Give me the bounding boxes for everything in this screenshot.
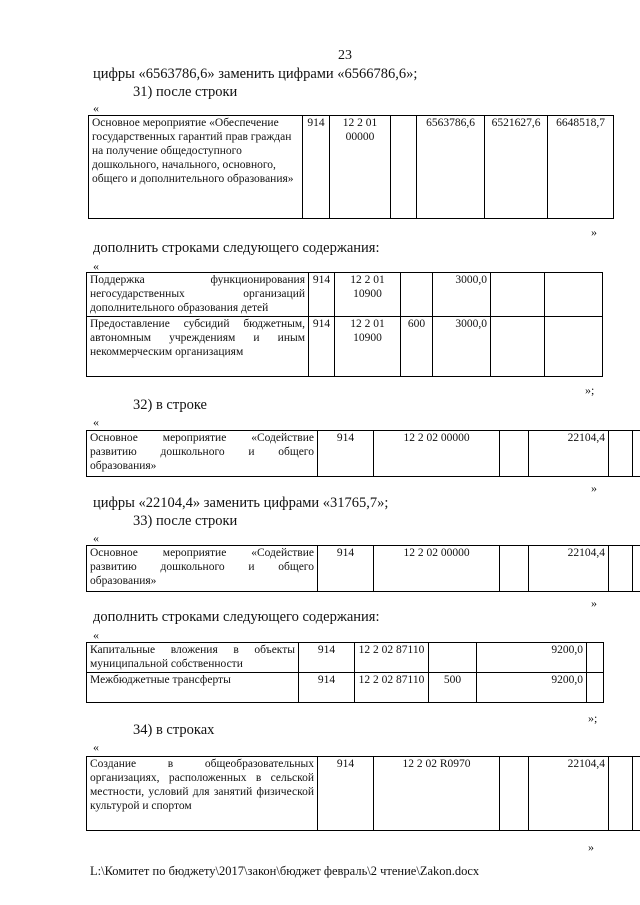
- row-vr: [401, 273, 433, 317]
- row-code: 914: [318, 546, 374, 592]
- row-value-2: [491, 273, 545, 317]
- row-value-1: 9200,0: [477, 673, 587, 703]
- close-quote: »: [591, 596, 597, 610]
- row-name: Основное мероприятие «Содействие развитию дошкольного и общего образования»: [87, 546, 318, 592]
- row-vr: 600: [401, 317, 433, 377]
- row-code: 914: [309, 273, 335, 317]
- row-value-3: 6648518,7: [548, 116, 614, 219]
- item-33-heading: 33) после строки: [133, 513, 238, 529]
- row-name: Предоставление субсидий бюджетным, автономным учреждениям и иным некоммерческим организациям: [87, 317, 309, 377]
- item-34-heading: 34) в строках: [133, 722, 215, 738]
- close-quote-semicolon: »;: [585, 383, 595, 397]
- row-value-1: 3000,0: [433, 273, 491, 317]
- row-vr: 500: [429, 673, 477, 703]
- row-value-1: 3000,0: [433, 317, 491, 377]
- row-csr: 12 2 02 R0970: [374, 757, 500, 831]
- row-code: 914: [318, 757, 374, 831]
- row-csr: 12 2 02 00000: [374, 431, 500, 477]
- row-name: Основное мероприятие «Обеспечение государственных гарантий прав граждан на получение общедоступного дошкольного, начального, основного, общего и дополнительного образования»: [89, 116, 303, 219]
- table-added-rows-capital: [86, 642, 604, 703]
- replace-digits-line-2: цифры «22104,4» заменить цифрами «31765,7»;: [93, 495, 389, 511]
- row-vr: [429, 643, 477, 673]
- close-quote: »: [588, 840, 594, 854]
- row-csr: 12 2 01 10900: [335, 273, 401, 317]
- open-quote: «: [93, 415, 99, 429]
- row-name: Межбюджетные трансферты: [87, 673, 299, 703]
- table-row: [87, 673, 604, 703]
- table-row: [87, 757, 640, 831]
- row-value-2: [491, 317, 545, 377]
- row-code: 914: [299, 643, 355, 673]
- close-quote: »: [591, 225, 597, 239]
- table-row: [87, 431, 640, 477]
- row-name: Основное мероприятие «Содействие развитию дошкольного и общего образования»: [87, 431, 318, 477]
- add-rows-heading-2: дополнить строками следующего содержания:: [93, 609, 380, 625]
- row-value-1: 9200,0: [477, 643, 587, 673]
- add-rows-heading: дополнить строками следующего содержания:: [93, 240, 380, 256]
- row-value-2: [587, 643, 604, 673]
- row-code: 914: [303, 116, 330, 219]
- row-value-3: [633, 546, 640, 592]
- row-value-2: [609, 757, 633, 831]
- row-value-2: 6521627,6: [485, 116, 548, 219]
- table-row: [87, 643, 604, 673]
- row-value-3: [633, 431, 640, 477]
- row-vr: [391, 116, 417, 219]
- row-value-3: [633, 757, 640, 831]
- replace-digits-line: цифры «6563786,6» заменить цифрами «6566786,6»;: [93, 66, 418, 82]
- open-quote: «: [93, 101, 99, 115]
- row-vr: [500, 757, 529, 831]
- table-row: [89, 116, 614, 219]
- close-quote: »: [591, 481, 597, 495]
- open-quote: «: [93, 628, 99, 642]
- row-csr: 12 2 01 10900: [335, 317, 401, 377]
- row-code: 914: [309, 317, 335, 377]
- row-value-1: 22104,4: [529, 546, 609, 592]
- row-csr: 12 2 02 00000: [374, 546, 500, 592]
- row-value-3: [545, 317, 603, 377]
- row-value-1: 6563786,6: [417, 116, 485, 219]
- row-value-1: 22104,4: [529, 431, 609, 477]
- row-code: 914: [318, 431, 374, 477]
- row-csr: 12 2 02 87110: [355, 673, 429, 703]
- row-name: Создание в общеобразовательных организациях, расположенных в сельской местности, условий для занятий физической культурой и спортом: [87, 757, 318, 831]
- row-name: Поддержка функционирования негосударственных организаций дополнительного образования детей: [87, 273, 309, 317]
- close-quote-semicolon: »;: [588, 711, 598, 725]
- row-value-1: 22104,4: [529, 757, 609, 831]
- open-quote: «: [93, 259, 99, 273]
- row-name: Капитальные вложения в объекты муниципальной собственности: [87, 643, 299, 673]
- open-quote: «: [93, 740, 99, 754]
- table-added-rows-support: [86, 272, 603, 377]
- row-vr: [500, 431, 529, 477]
- open-quote: «: [93, 531, 99, 545]
- table-row: [87, 317, 603, 377]
- row-value-2: [609, 546, 633, 592]
- table-main-activity-preschool-2: [86, 545, 640, 592]
- row-value-3: [545, 273, 603, 317]
- row-vr: [500, 546, 529, 592]
- row-value-2: [587, 673, 604, 703]
- row-csr: 12 2 02 87110: [355, 643, 429, 673]
- row-csr: 12 2 01 00000: [330, 116, 391, 219]
- item-31-heading: 31) после строки: [133, 84, 238, 100]
- row-value-2: [609, 431, 633, 477]
- row-code: 914: [299, 673, 355, 703]
- item-32-heading: 32) в строке: [133, 397, 207, 413]
- footer-file-path: L:\Комитет по бюджету\2017\закон\бюджет февраль\2 чтение\Zakon.docx: [90, 864, 480, 878]
- page-number: 23: [338, 48, 352, 63]
- table-main-activity-preschool: [86, 430, 640, 477]
- table-main-activity-guarantees: [88, 115, 614, 219]
- table-row: [87, 273, 603, 317]
- table-rural-sports-conditions: [86, 756, 640, 831]
- table-row: [87, 546, 640, 592]
